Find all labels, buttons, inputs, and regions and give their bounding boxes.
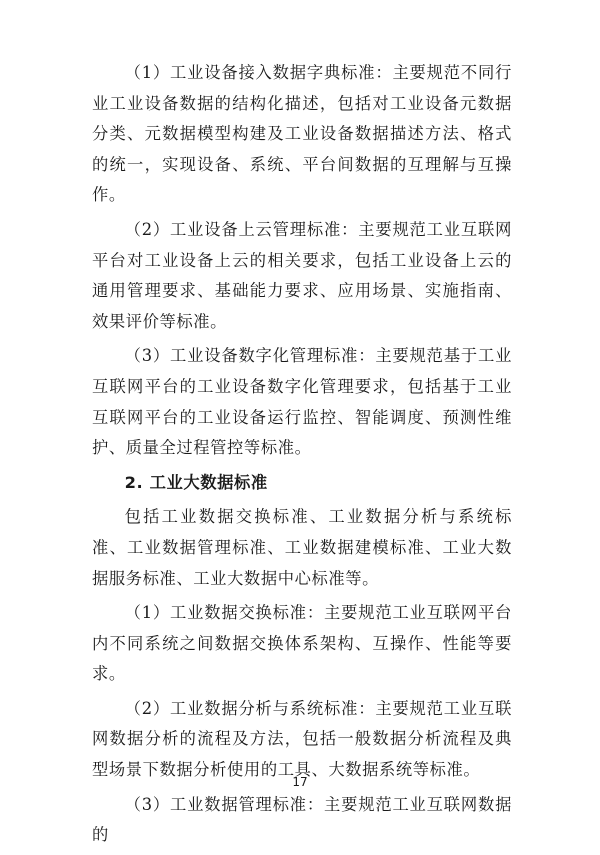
paragraph-data-exchange: （1）工业数据交换标准：主要规范工业互联网平台内不同系统之间数据交换体系架构、互操作、性能等要求。 <box>92 603 512 684</box>
page-number: 17 <box>292 775 308 789</box>
paragraph-data-analysis: （2）工业数据分析与系统标准：主要规范工业互联网数据分析的流程及方法，包括一般数据分析流程及典型场景下数据分析使用的工具、大数据系统等标准。 <box>92 698 512 780</box>
paragraph-device-digital-management: （3）工业设备数字化管理标准：主要规范基于工业互联网平台的工业设备数字化管理要求，包括基于工业互联网平台的工业设备运行监控、智能调度、预测性维护、质量全过程管控等标准。 <box>92 346 512 458</box>
document-body <box>92 58 512 855</box>
section-heading-industrial-big-data: 2. 工业大数据标准 <box>124 472 268 492</box>
paragraph-device-data-dictionary: （1）工业设备接入数据字典标准：主要规范不同行业工业设备数据的结构化描述，包括对工业设备元数据分类、元数据模型构建及工业设备数据描述方法、格式的统一，实现设备、系统、平台间数据的互理解与互操作。 <box>92 63 512 205</box>
paragraph-device-cloud-management: （2）工业设备上云管理标准：主要规范工业互联网平台对工业设备上云的相关要求，包括工业设备上云的通用管理要求、基础能力要求、应用场景、实施指南、效果评价等标准。 <box>92 219 512 331</box>
paragraph-data-management: （3）工业数据管理标准：主要规范工业互联网数据的 <box>92 794 512 845</box>
paragraph-big-data-overview: 包括工业数据交换标准、工业数据分析与系统标准、工业数据管理标准、工业数据建模标准、工业大数据服务标准、工业大数据中心标准等。 <box>92 507 512 588</box>
